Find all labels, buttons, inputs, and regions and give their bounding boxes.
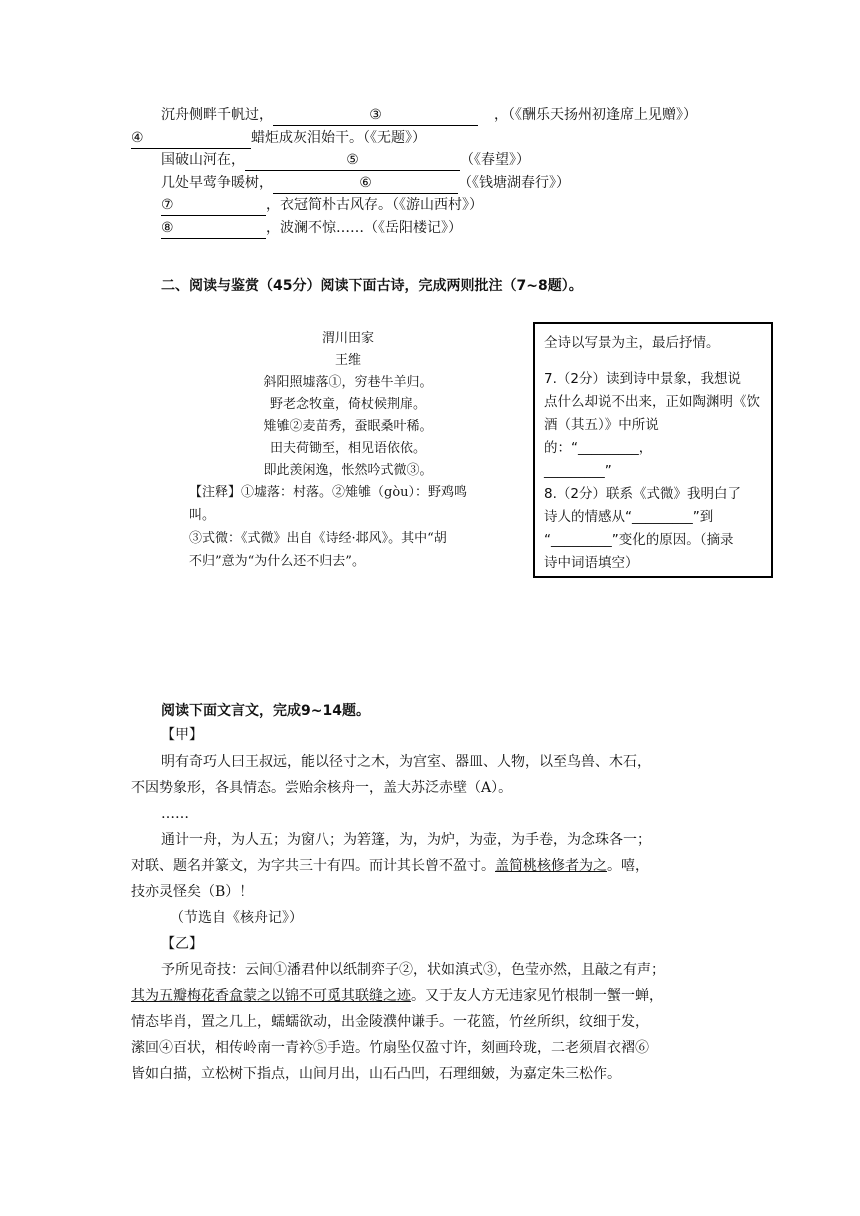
section-2-title: 二、阅读与鉴赏（45分）阅读下面古诗，完成两则批注（7~8题）。 — [161, 278, 583, 294]
jia-paragraph-2-line — [131, 853, 649, 879]
yi-line: 皆如白描，立松树下指点，山间月出，山石凸凹，石理细皴，为嘉定朱三松作。 — [131, 1066, 621, 1082]
jia-sentence: 对联、题名并篆文，为字共三十有四。而计其长曾不盈寸。 — [131, 858, 495, 874]
answer-blank-8[interactable]: ⑧ — [161, 218, 266, 239]
underlined-sentence-yi: 其为五瓣梅花香盒蒙之以锦不可觅其联缝之迹 — [131, 988, 411, 1004]
poem-line: 田夫荷锄至，相见语依依。 — [269, 441, 426, 456]
fill-line-3 — [161, 105, 697, 126]
yi-label: 【乙】 — [161, 936, 203, 952]
question-7-line: 点什么却说不出来，正如陶渊明《饮 — [544, 394, 760, 410]
yi-sentence-tail: 。又于友人方无违家见竹根制一蟹一蝉， — [411, 988, 663, 1004]
poem-line: 雉雊②麦苗秀，蚕眠桑叶稀。 — [263, 419, 433, 434]
jia-paragraph-1-line: 明有奇巧人曰王叔远，能以径寸之木，为宫室、器皿、人物，以至鸟兽、木石， — [161, 754, 651, 770]
answer-blank-5[interactable]: ⑤ — [245, 150, 460, 171]
answer-blank-3[interactable]: ③ — [273, 105, 478, 126]
classical-section-title: 阅读下面文言文，完成9~14题。 — [161, 703, 370, 719]
fill-line-post: （《春望》） — [460, 152, 530, 168]
fill-line-8 — [161, 218, 462, 239]
fill-line-pre: 国破山河在， — [161, 152, 245, 168]
fill-line-post: ，（《酬乐天扬州初逢席上见赠》） — [494, 107, 697, 123]
poem-note-line: ③式微：《式微》出自《诗经·邶风》。其中“胡 — [189, 531, 447, 546]
annotation-box — [533, 322, 773, 578]
jia-label: 【甲】 — [161, 727, 203, 743]
poem — [183, 328, 513, 482]
fill-line-pre: 几处早莺争暖树， — [161, 175, 273, 191]
poem-title: 渭川田家 — [321, 331, 374, 346]
fill-line-post: （《钱塘湖春行》） — [458, 175, 570, 191]
yi-line: 予所见奇技：云间①潘君仲以纸制弈子②，状如滇式③，色莹亦然，且敲之有声； — [161, 962, 665, 978]
fill-line-pre: 沉舟侧畔千帆过， — [161, 107, 273, 123]
underlined-sentence-jia: 盖简桃核修者为之 — [495, 858, 607, 874]
fill-line-7 — [161, 195, 483, 216]
question-8-line[interactable]: “_________”变化的原因。（摘录 — [544, 532, 734, 548]
question-8-line: 诗中词语填空） — [544, 555, 639, 571]
yi-line: 潆回④百状，相传岭南一青衿⑤手造。竹扇坠仅盈寸许，刻画玲珑，二老须眉衣褶⑥ — [131, 1040, 649, 1056]
yi-line — [131, 983, 663, 1009]
poem-note-line: 不归”意为“为什么还不归去”。 — [189, 554, 365, 569]
answer-blank-4[interactable]: ④ — [131, 128, 251, 149]
fill-line-post: 蜡炬成灰泪始干。（《无题》） — [251, 130, 426, 146]
answer-blank-7[interactable]: ⑦ — [161, 195, 266, 216]
poem-note-line: 叫。 — [189, 508, 216, 523]
jia-source: （节选自《核舟记》） — [170, 910, 303, 926]
annotation-intro: 全诗以写景为主，最后抒情。 — [544, 335, 720, 351]
jia-paragraph-2-line: 技亦灵怪矣（B）！ — [131, 884, 254, 900]
fill-line-6 — [161, 173, 570, 194]
poem-note-line: 【注释】①墟落：村落。②雉雊（gòu）：野鸡鸣 — [189, 485, 468, 500]
question-7-line[interactable]: _________” — [544, 463, 612, 479]
fill-line-5 — [161, 150, 530, 171]
question-8-line: 8.（2分）联系《式微》我明白了 — [544, 486, 741, 502]
answer-blank-6[interactable]: ⑥ — [273, 173, 458, 194]
poem-line: 野老念牧童，倚杖候荆扉。 — [269, 397, 426, 412]
jia-paragraph-1-line: 不因势象形，各具情态。尝贻余核舟一，盖大苏泛赤壁（A）。 — [131, 780, 513, 796]
fill-line-post: ，衣冠简朴古风存。（《游山西村》） — [266, 197, 483, 213]
question-7-line: 7.（2分）读到诗中景象，我想说 — [544, 371, 741, 387]
question-7-line[interactable]: 酒（其五）》中所说的：“_________， — [544, 417, 659, 456]
poem-line: 即此羡闲逸，怅然吟式微③。 — [263, 463, 433, 478]
jia-sentence-tail: 。嘻， — [607, 858, 649, 874]
yi-line: 情态毕肖，置之几上，蠕蠕欲动，出金陵濮仲谦手。一花篮，竹丝所织，纹细于发， — [131, 1014, 649, 1030]
poem-author: 王维 — [334, 353, 361, 368]
ellipsis: …… — [161, 806, 189, 822]
jia-paragraph-2-line: 通计一舟，为人五；为窗八；为箬篷，为，为炉，为壶，为手卷，为念珠各一； — [161, 832, 651, 848]
poem-line: 斜阳照墟落①，穷巷牛羊归。 — [263, 375, 433, 390]
fill-line-4 — [131, 128, 426, 149]
fill-line-post: ，波澜不惊……（《岳阳楼记》） — [266, 220, 462, 236]
question-8-line[interactable]: 诗人的情感从“_________”到 — [544, 509, 714, 525]
